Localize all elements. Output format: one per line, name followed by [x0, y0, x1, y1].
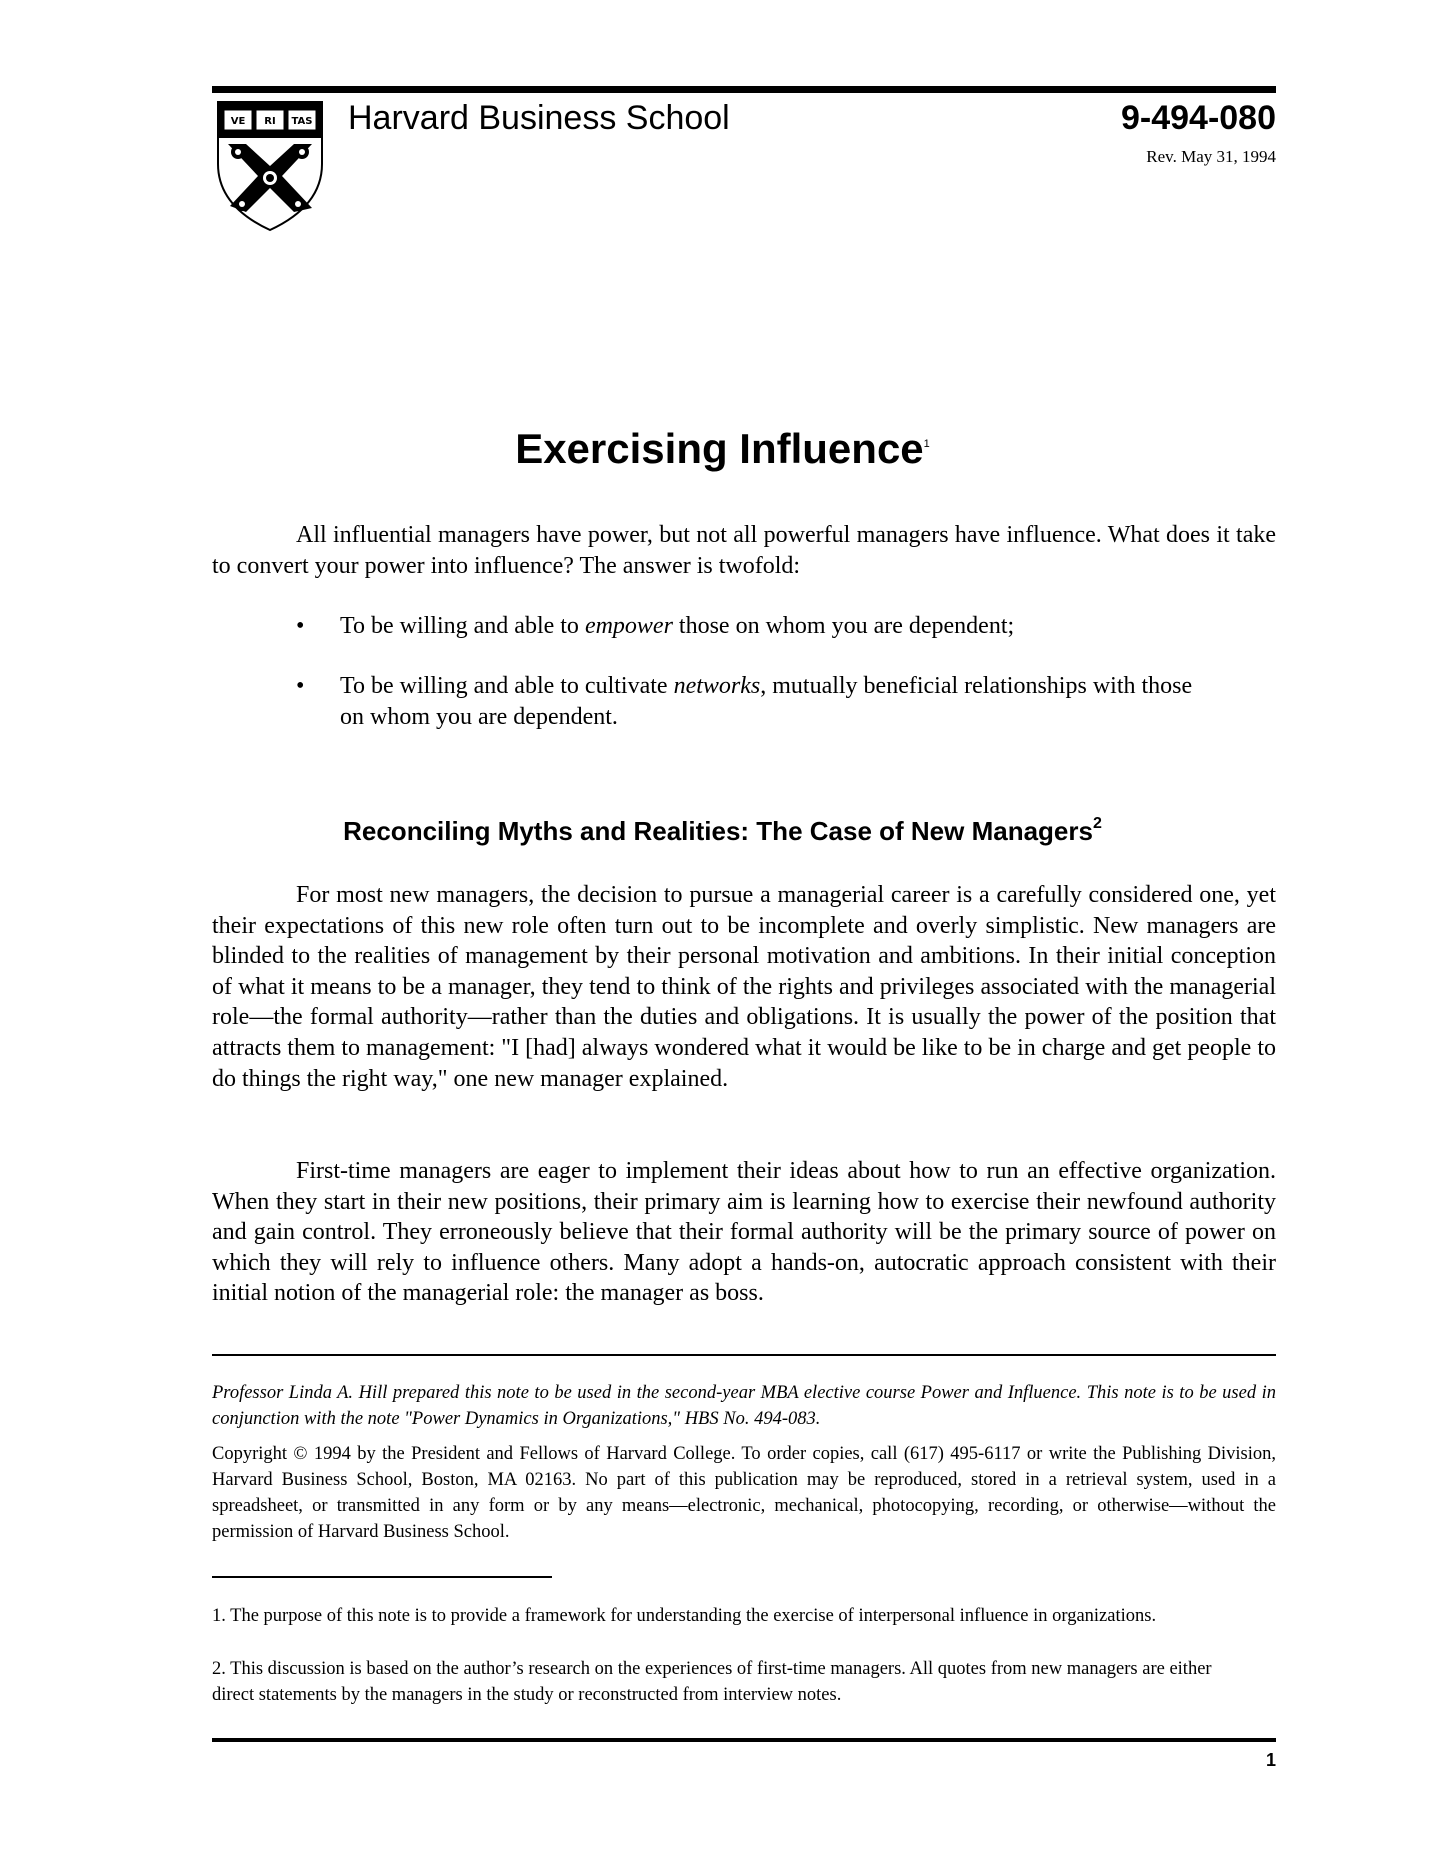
footnote-1: 1. The purpose of this note is to provide a framework for understanding the exercise of interpersonal influence in organizations. [212, 1606, 1157, 1626]
revision-date: Rev. May 31, 1994 [1146, 147, 1276, 166]
footer-rule [212, 1738, 1276, 1742]
section-footnote-ref: 2 [1092, 815, 1102, 832]
bullet2-emphasis: networks [673, 673, 761, 699]
header-rule [212, 86, 1276, 93]
document-title [0, 418, 1445, 475]
intro-paragraph: All influential managers have power, but not all powerful managers have influence. What does it take to convert your power into influence? The answer is twofold: [212, 522, 1276, 579]
section-heading-text: Reconciling Myths and Realities: The Case of New Managers [343, 816, 1093, 846]
bullet2-before: To be willing and able to cultivate [340, 673, 674, 699]
title-text: Exercising Influence [515, 425, 924, 472]
school-name: Harvard Business School [348, 99, 730, 137]
bullet2-after: , mutually beneficial relationships with those on whom you are dependent. [340, 673, 1193, 730]
footnote-divider [212, 1576, 552, 1578]
crest-letters-1: VE [230, 116, 246, 127]
document-number: 9-494-080 [1120, 99, 1276, 137]
bullet1-emphasis: empower [584, 613, 673, 639]
footnote-2: 2. This discussion is based on the author’s research on the experiences of first-time managers. All quotes from new managers are either direct statements by the managers in the study or reconstructed from interview notes. [212, 1659, 1212, 1705]
crest-letters-2: RI [264, 116, 276, 127]
harvard-shield-logo [216, 100, 324, 232]
bullet-marker-2: • [296, 673, 305, 699]
bullet1-after: those on whom you are dependent; [672, 613, 1015, 639]
section-paragraph-1: For most new managers, the decision to pursue a managerial career is a carefully considered one, yet their expectations of this new role often turn out to be incomplete and overly simplistic. New managers are blinded to the realities of management by their personal motivation and ambitions. In their initial conception of what it means to be a manager, they tend to think of the rights and privileges associated with the managerial role—the formal authority—rather than the duties and obligations. It is usually the power of the position that attracts them to management: "I [had] always wondered what it would be like to be in charge and get people to do things the right way," one new manager explained. [212, 882, 1276, 1092]
bullet-item-networks [340, 671, 1200, 732]
notes-divider [212, 1354, 1276, 1356]
bullet1-before: To be willing and able to [340, 613, 585, 639]
section-paragraph-2: First-time managers are eager to implement their ideas about how to run an effective organization. When they start in their new positions, their primary aim is learning how to exercise their newfound authority and gain control. They erroneously believe that their formal authority will be the primary source of power on which they will rely to influence others. Many adopt a hands-on, autocratic approach consistent with their initial notion of the managerial role: the manager as boss. [212, 1158, 1276, 1307]
page-number: 1 [1265, 1750, 1276, 1770]
title-footnote-ref: 1 [923, 438, 930, 450]
copyright-notice: Copyright © 1994 by the President and Fellows of Harvard College. To order copies, call (617) 495-6117 or write the Publishing Division, Harvard Business School, Boston, MA 02163. No part of this publication may be reproduced, stored in a retrieval system, used in a spreadsheet, or transmitted in any form or by any means—electronic, mechanical, photocopying, recording, or otherwise—without the permission of Harvard Business School. [212, 1444, 1276, 1542]
crest-letters-3: TAS [291, 116, 313, 127]
bullet-marker-1: • [296, 613, 305, 639]
bullet-item-empower [340, 611, 1200, 642]
author-note: Professor Linda A. Hill prepared this note to be used in the second-year MBA elective course Power and Influence. This note is to be used in conjunction with the note "Power Dynamics in Organizations," HBS No. 494-083. [212, 1383, 1276, 1429]
section-heading [0, 808, 1445, 847]
